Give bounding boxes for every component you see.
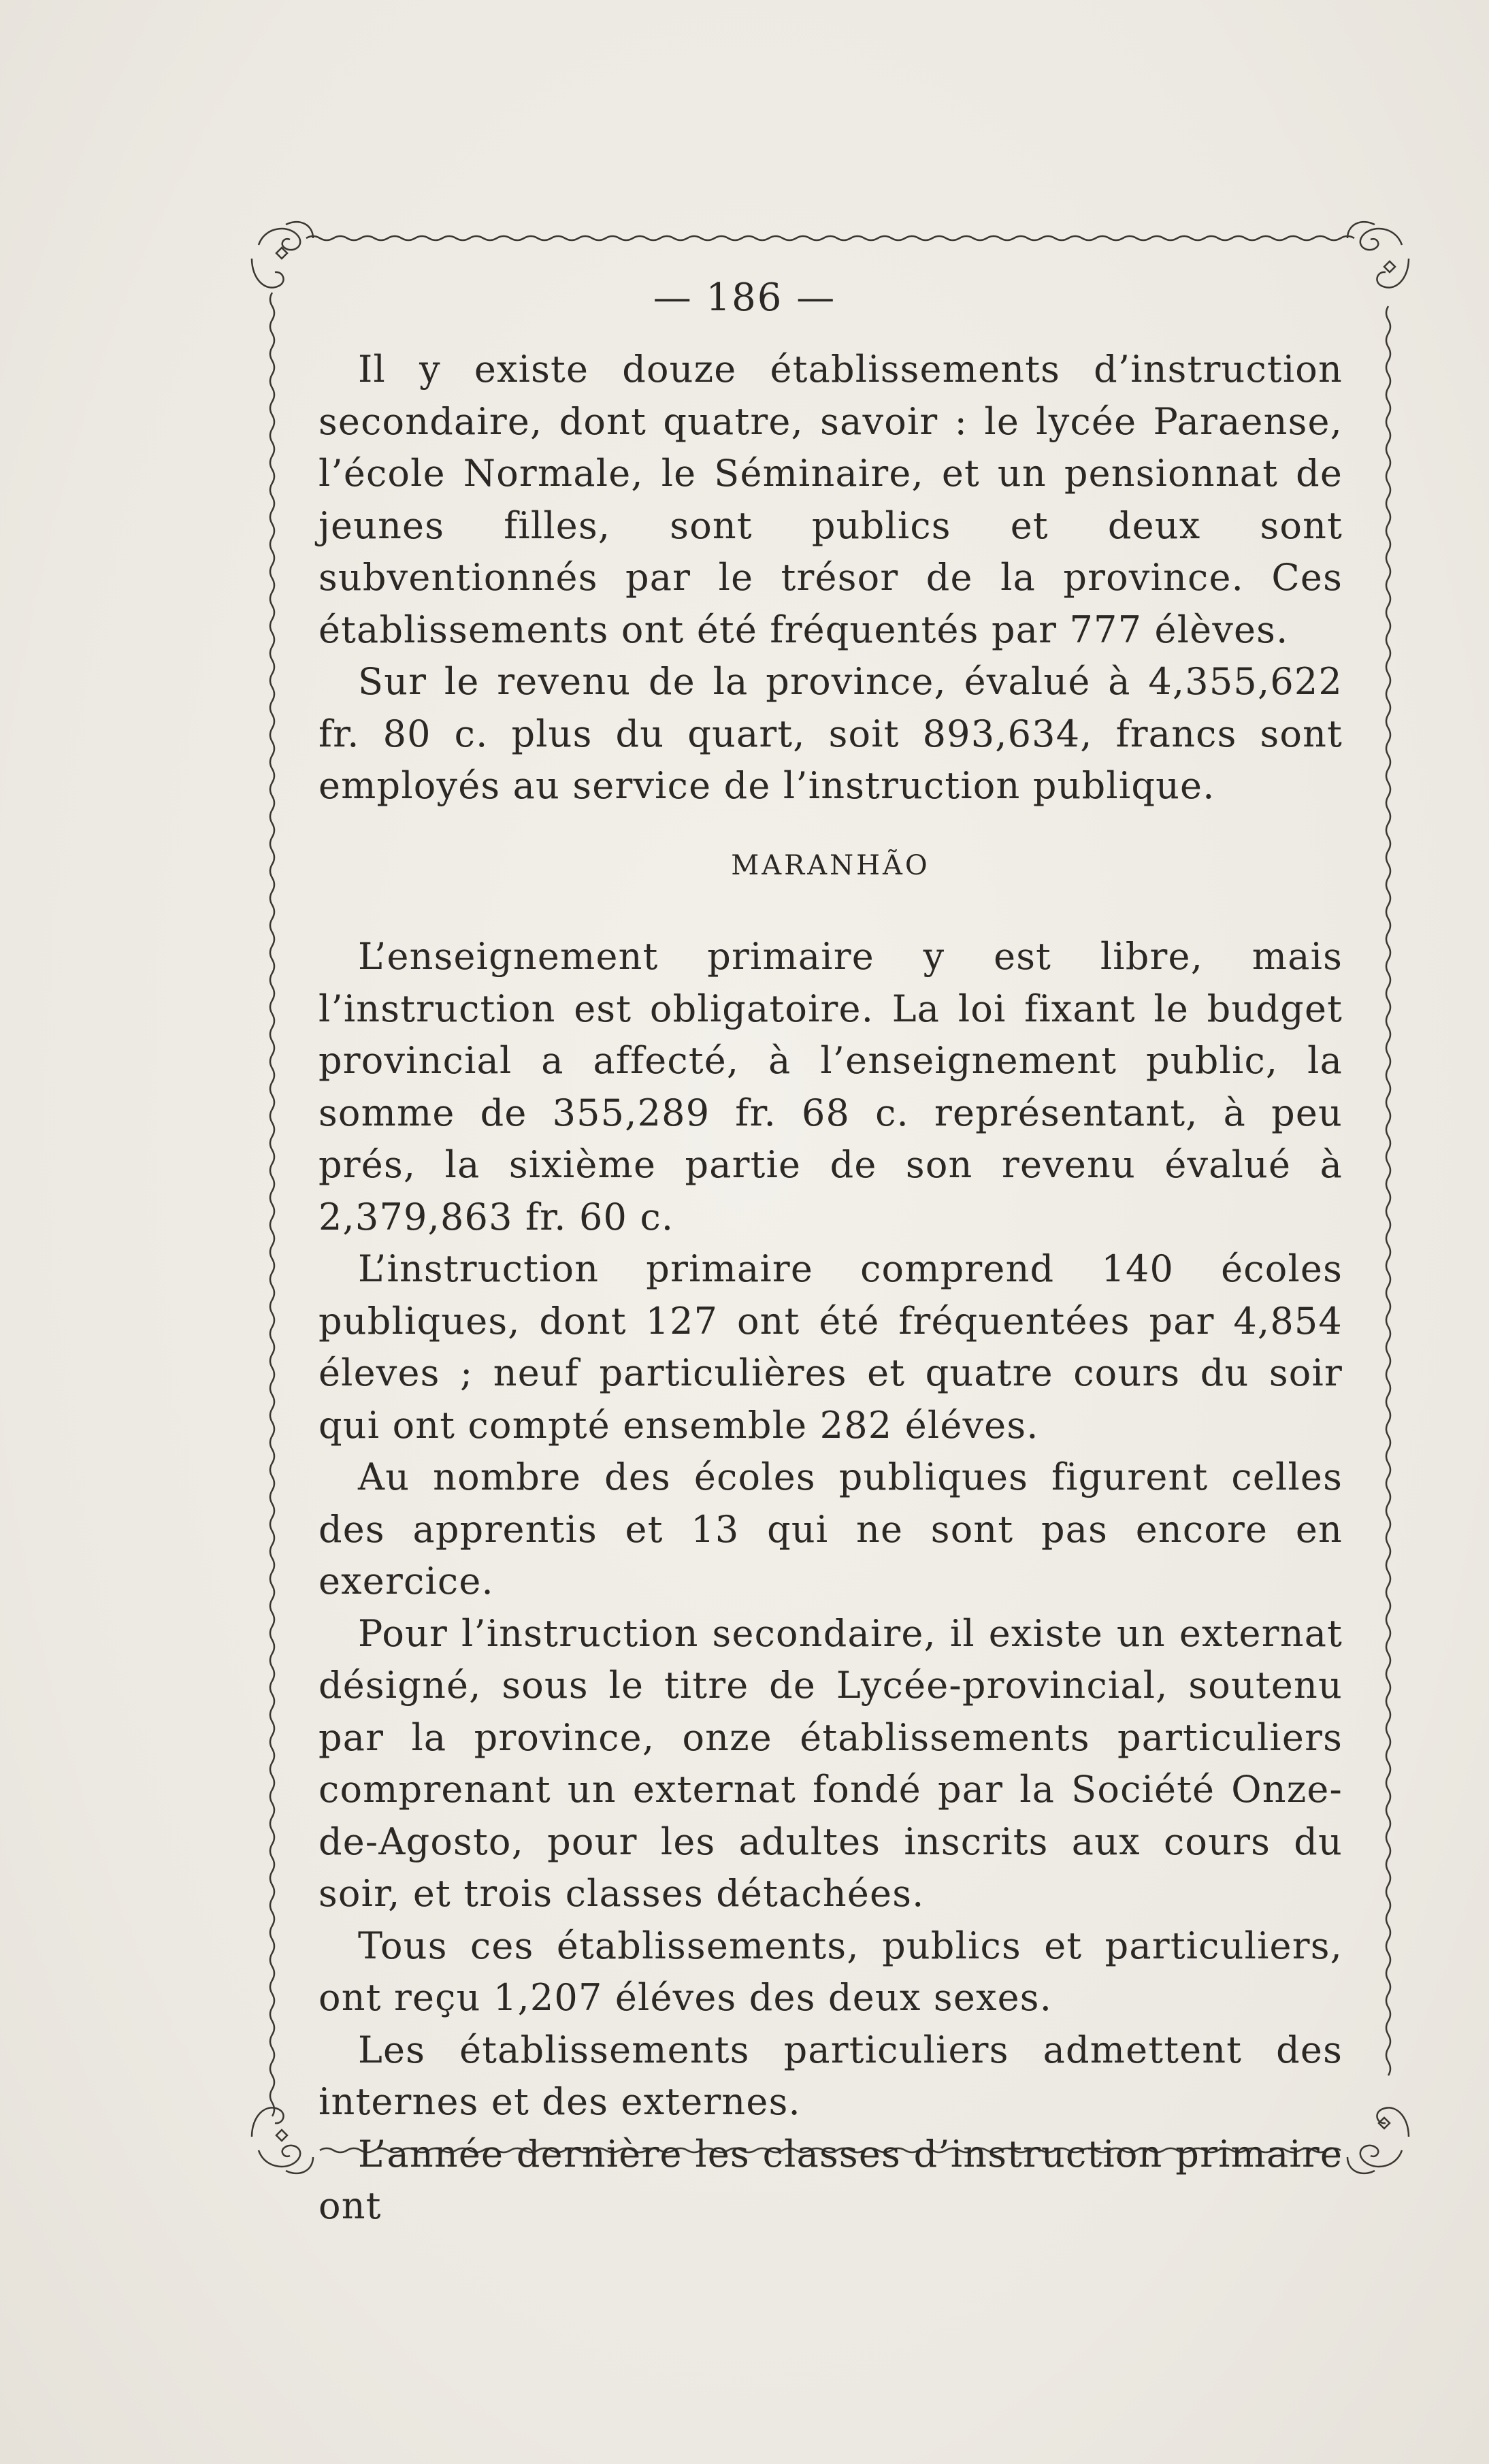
paragraph: L’enseignement primaire y est libre, mais l’instruction est obligatoire. La loi fixant le budget provincial a affecté, à l’enseignement public, la somme de 355,289 fr. 68 c. représentant, à peu prés, la sixième partie de son revenu évalué à 2,379,863 fr. 60 c. [318, 935, 1343, 1238]
left-border-line [270, 293, 274, 2116]
paragraph: Il y existe douze établissements d’instruction secondaire, dont quatre, savoir : le lycée Paraense, l’école Normale, le Séminaire, et un pensionnat de jeunes filles, sont publics et deux sont subventionnés par le trésor de la province. Ces établissements ont été fréquentés par 777 élèves. [318, 348, 1343, 651]
paragraph: Tous ces établissements, publics et particuliers, ont reçu 1,207 éléves des deux sexes. [318, 1924, 1343, 2019]
paragraph: L’année dernière les classes d’instruction primaire ont [318, 2132, 1343, 2227]
corner-ornament-bottom-right [1347, 2107, 1409, 2173]
top-border-line [306, 236, 1354, 240]
paragraph: Sur le revenu de la province, évalué à 4,355,622 fr. 80 c. plus du quart, soit 893,634, francs sont employés au service de l’instruction publique. [318, 660, 1343, 807]
section-heading: MARANHÃO [731, 849, 930, 881]
page-number: — 186 — [653, 276, 836, 320]
paragraph: Pour l’instruction secondaire, il existe un externat désigné, sous le titre de Lycée-provincial, soutenu par la province, onze établissements particuliers comprenant un externat fondé par la Société Onze-de-Agosto, pour les adultes inscrits aux cours du soir, et trois classes détachées. [318, 1611, 1343, 1915]
paragraph: Au nombre des écoles publiques figurent celles des apprentis et 13 qui ne sont pas encore en exercice. [318, 1456, 1343, 1603]
paragraph: Les établissements particuliers admettent des internes et des externes. [318, 2028, 1343, 2123]
right-border-line [1386, 306, 1390, 2075]
paragraph: L’instruction primaire comprend 140 écoles publiques, dont 127 ont été fréquentées par 4,854 éleves ; neuf particulières et quatre cours du soir qui ont compté ensemble 282 éléves. [318, 1247, 1343, 1447]
body-text [318, 344, 1343, 2233]
corner-ornament-bottom-left [252, 2107, 313, 2173]
